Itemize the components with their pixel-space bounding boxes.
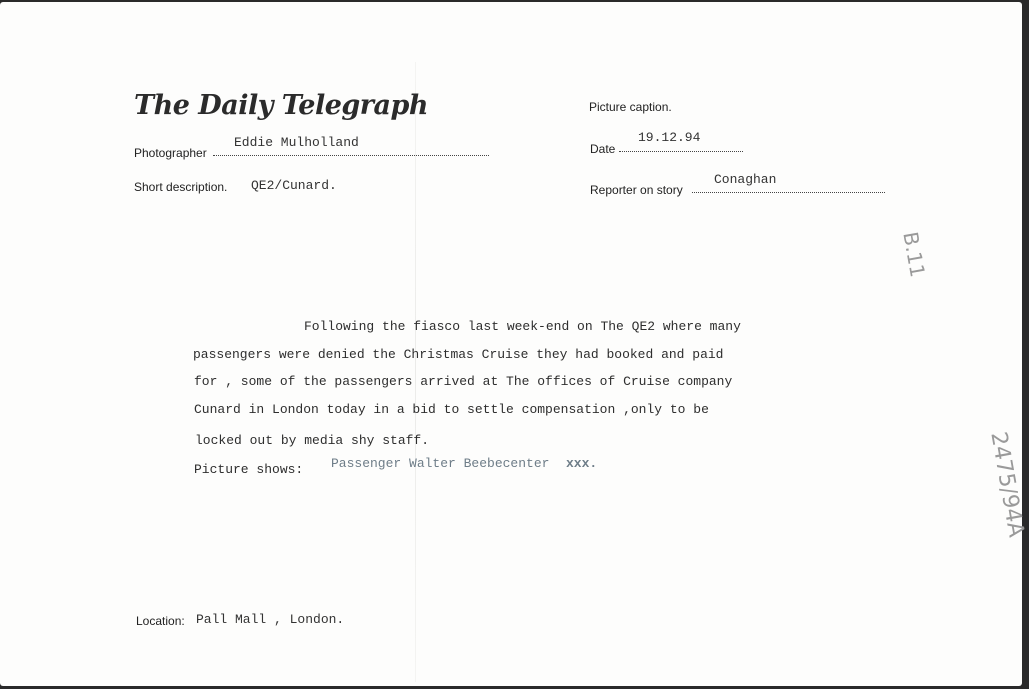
picture-caption-label: Picture caption. xyxy=(589,100,672,114)
photographer-dotted-line xyxy=(213,155,489,156)
photographer-value: Eddie Mulholland xyxy=(234,135,359,150)
masthead-logo: The Daily Telegraph xyxy=(134,90,429,121)
strike-mark: xxx. xyxy=(566,456,598,471)
date-value: 19.12.94 xyxy=(638,130,701,145)
caption-sheet xyxy=(0,2,1029,686)
caption-line: locked out by media shy staff. xyxy=(195,433,430,448)
caption-line: Cunard in London today in a bid to settle compensation ,only to be xyxy=(194,402,709,417)
short-description-value: QE2/Cunard. xyxy=(251,178,337,193)
date-label: Date xyxy=(590,142,616,156)
caption-line: Following the fiasco last week-end on The QE2 where many xyxy=(304,319,741,334)
caption-line: for , some of the passengers arrived at The offices of Cruise company xyxy=(194,374,733,389)
reporter-value: Conaghan xyxy=(714,172,777,187)
reporter-dotted-line xyxy=(692,192,885,193)
handwritten-top-note: B.11 xyxy=(898,230,930,280)
picture-shows-value: Passenger Walter Beebecenter xyxy=(331,456,550,471)
short-description-label: Short description. xyxy=(134,180,228,194)
date-dotted-line xyxy=(619,151,743,152)
location-value: Pall Mall , London. xyxy=(196,612,345,627)
reporter-label: Reporter on story xyxy=(590,183,683,197)
caption-line: passengers were denied the Christmas Cruise they had booked and paid xyxy=(193,347,724,362)
handwritten-side-note: 2475/94A xyxy=(985,430,1029,540)
location-label: Location: xyxy=(136,614,185,628)
picture-shows-label: Picture shows: xyxy=(194,462,304,477)
photographer-label: Photographer xyxy=(134,146,207,160)
